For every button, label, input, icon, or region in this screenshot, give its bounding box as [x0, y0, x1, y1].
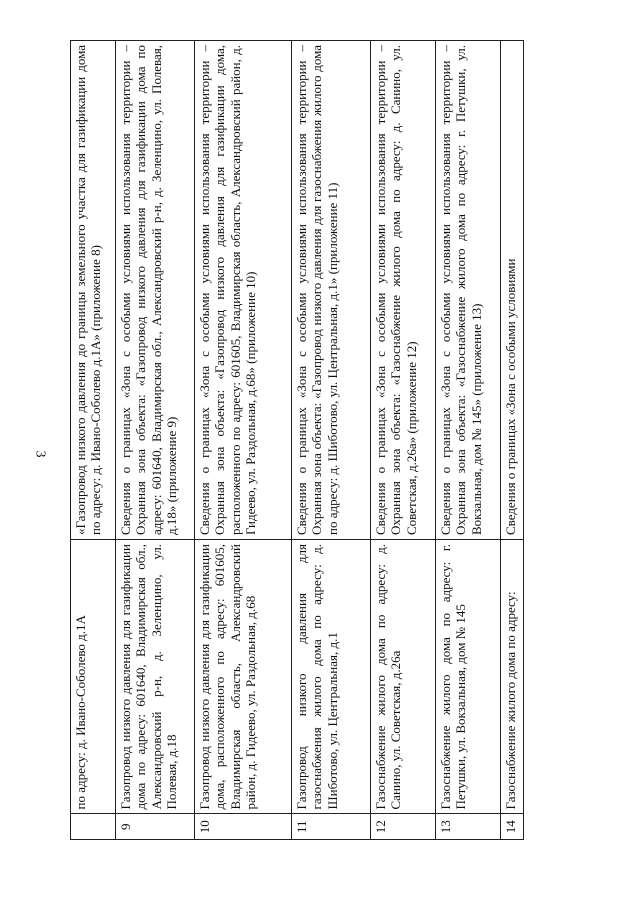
row-number: 13 [436, 814, 501, 840]
row-number: 12 [371, 814, 436, 840]
zone-info-cell: «Газопровод низкого давления до границы земельного участка для газификации дома по адресу: д. Ивано-Соболево д.1А» (приложение 8) [71, 41, 116, 540]
rotated-table-container [70, 40, 600, 840]
row-number: 14 [501, 814, 524, 840]
table-row [501, 41, 524, 840]
object-name-cell: Газоснабжение жилого дома по адресу: [501, 540, 524, 814]
table-row [292, 41, 371, 840]
zone-info-cell: Сведения о границах «Зона с особыми условиями использования территории – Охранная зона объекта: «Газоснабжение жилого дома по адресу: г. Петушки, ул. Вокзальная, дом № 145» (приложение 13) [436, 41, 501, 540]
table-row [71, 41, 116, 840]
zone-info-cell: Сведения о границах «Зона с особыми условиями использования территории – Охранная зона объекта: «Газопровод низкого давления для газоснабжения жилого дома по адресу: д. Шиботово, ул. Центральная, д.1» (приложение 11) [292, 41, 371, 540]
row-number: 10 [195, 814, 292, 840]
object-name-cell: Газоснабжение жилого дома по адресу: г. Петушки, ул. Вокзальная, дом № 145 [436, 540, 501, 814]
zones-table [70, 40, 524, 840]
zone-info-cell: Сведения о границах «Зона с особыми условиями использования территории – Охранная зона объекта: «Газопровод низкого давления для газификации дома по адресу: 601640, Владимирская обл., Александровский р-н, д. Зеленцино, ул. Полевая, д.18» (приложение 9) [116, 41, 195, 540]
zone-info-cell: Сведения о границах «Зона с особыми условиями [501, 41, 524, 540]
object-name-cell: Газопровод низкого давления для газификации дома, расположенного по адресу: 601605, Владимирская область, Александровский район, д. Гидеево, ул. Раздольная, д.68 [195, 540, 292, 814]
object-name-cell: по адресу: д. Ивано-Соболево д.1А [71, 540, 116, 814]
object-name-cell: Газопровод низкого давления для газификации дома по адресу: 601640, Владимирская обл., Александровский р-н, д. Зеленцино, ул. Полевая, д.18 [116, 540, 195, 814]
table-row [195, 41, 292, 840]
row-number [71, 814, 116, 840]
object-name-cell: Газоснабжение жилого дома по адресу: д. Санино, ул. Советская, д.26а [371, 540, 436, 814]
object-name-cell: Газопровод низкого давления для газоснабжения жилого дома по адресу: д. Шиботово, ул. Центральная, д.1 [292, 540, 371, 814]
table-row [371, 41, 436, 840]
row-number: 11 [292, 814, 371, 840]
page-number: 3 [32, 450, 48, 458]
table-row [116, 41, 195, 840]
row-number: 9 [116, 814, 195, 840]
zone-info-cell: Сведения о границах «Зона с особыми условиями использования территории – Охранная зона объекта: «Газоснабжение жилого дома по адресу: д. Санино, ул. Советская, д.26а» (приложение 12) [371, 41, 436, 540]
zone-info-cell: Сведения о границах «Зона с особыми условиями использования территории – Охранная зона объекта: «Газопровод низкого давления для газификации дома, расположенного по адресу: 601605, Владимирская область, Александровский район, д. Гидеево, ул. Раздольная, д.68» (приложение 10) [195, 41, 292, 540]
table-row [436, 41, 501, 840]
